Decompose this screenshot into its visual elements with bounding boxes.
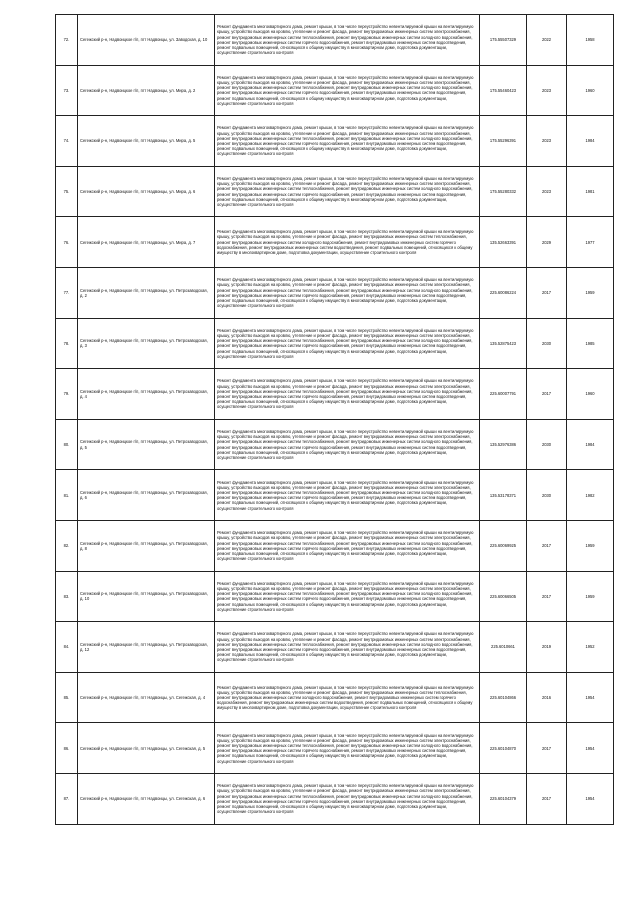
planned-year-cell: 2016 — [527, 672, 567, 723]
housing-repair-table — [55, 14, 614, 825]
row-number: 72. — [56, 15, 78, 66]
works-cell: Ремонт фундамента многоквартирного дома, ремонт крыши, в том числе переустройство невентилируемой крыши на вентилируемую крышу, устройство выходов на кровлю, утепление и ремонт фасада, ремонт внутридомовых инженерных систем теплоснабжения, ремонт внутридомовых инженерных систем холодного водоснабжения, ремонт внутридомовых инженерных систем горячего водоснабжения, ремонт внутридомовых инженерных систем водоотведения, ремонт подвальных помещений, относящихся к общему имуществу в многоквартирном доме, подготовка документации, осуществление строительного контроля — [215, 217, 480, 268]
table-row — [56, 369, 614, 420]
address-cell: Сегежский р-н, Надвоицкое г/п, пгт Надвоицы, ул. Сегежская, д. 5 — [78, 723, 215, 774]
works-cell: Ремонт фундамента многоквартирного дома, ремонт крыши, в том числе переустройство невентилируемой крыши на вентилируемую крышу, устройство выходов на кровлю, утепление и ремонт фасада, ремонт внутридомовых инженерных систем электроснабжения, ремонт внутридомовых инженерных систем теплоснабжения, ремонт внутридомовых инженерных систем холодного водоснабжения, ремонт внутридомовых инженерных систем горячего водоснабжения, ремонт внутридомовых инженерных систем водоотведения, ремонт подвальных помещений, относящихся к общему имуществу в многоквартирном доме, подготовка документации, осуществление строительного контроля — [215, 419, 480, 470]
works-cell: Ремонт фундамента многоквартирного дома, ремонт крыши, в том числе переустройство невентилируемой крыши на вентилируемую крышу, устройство выходов на кровлю, утепление и ремонт фасада, ремонт внутридомовых инженерных систем электроснабжения, ремонт внутридомовых инженерных систем теплоснабжения, ремонт внутридомовых инженерных систем холодного водоснабжения, ремонт внутридомовых инженерных систем горячего водоснабжения, ремонт внутридомовых инженерных систем водоотведения, ремонт подвальных помещений, относящихся к общему имуществу в многоквартирном доме, подготовка документации, осуществление строительного контроля — [215, 65, 480, 116]
row-number: 76. — [56, 217, 78, 268]
table-row — [56, 116, 614, 167]
works-cell: Ремонт фундамента многоквартирного дома, ремонт крыши, в том числе переустройство невентилируемой крыши на вентилируемую крышу, устройство выходов на кровлю, утепление и ремонт фасада, ремонт внутридомовых инженерных систем электроснабжения, ремонт внутридомовых инженерных систем теплоснабжения, ремонт внутридомовых инженерных систем холодного водоснабжения, ремонт внутридомовых инженерных систем горячего водоснабжения, ремонт внутридомовых инженерных систем водоотведения, ремонт подвальных помещений, относящихся к общему имуществу в многоквартирном доме, подготовка документации, осуществление строительного контроля — [215, 622, 480, 673]
table-row — [56, 672, 614, 723]
row-number: 73. — [56, 65, 78, 116]
table-body — [56, 15, 614, 825]
works-cell: Ремонт фундамента многоквартирного дома, ремонт крыши, в том числе переустройство невентилируемой крыши на вентилируемую крышу, устройство выходов на кровлю, утепление и ремонт фасада, ремонт внутридомовых инженерных систем электроснабжения, ремонт внутридомовых инженерных систем теплоснабжения, ремонт внутридомовых инженерных систем холодного водоснабжения, ремонт внутридомовых инженерных систем горячего водоснабжения, ремонт внутридомовых инженерных систем водоотведения, ремонт подвальных помещений, относящихся к общему имуществу в многоквартирном доме, подготовка документации, осуществление строительного контроля — [215, 267, 480, 318]
planned-year-cell: 2023 — [527, 116, 567, 167]
built-year-cell: 1977 — [567, 217, 614, 268]
address-cell: Сегежский р-н, Надвоицкое г/п, пгт Надвоицы, ул. Петрозаводская, д. 6 — [78, 470, 215, 521]
row-number: 75. — [56, 166, 78, 217]
address-cell: Сегежский р-н, Надвоицкое г/п, пгт Надвоицы, ул. Мира, д. 2 — [78, 65, 215, 116]
built-year-cell: 1981 — [567, 166, 614, 217]
row-number: 82. — [56, 520, 78, 571]
address-cell: Сегежский р-н, Надвоицкое г/п, пгт Надвоицы, ул. Заводская, д. 10 — [78, 15, 215, 66]
cost-cell: 225.60069925 — [480, 520, 527, 571]
row-number: 74. — [56, 116, 78, 167]
built-year-cell: 1954 — [567, 723, 614, 774]
address-cell: Сегежский р-н, Надвоицкое г/п, пгт Надвоицы, ул. Мира, д. 6 — [78, 166, 215, 217]
table-row — [56, 65, 614, 116]
address-cell: Сегежский р-н, Надвоицкое г/п, пгт Надвоицы, ул. Петрозаводская, д. 4 — [78, 369, 215, 420]
table-row — [56, 773, 614, 824]
cost-cell: 225.60104870 — [480, 723, 527, 774]
cost-cell: 225.60104866 — [480, 672, 527, 723]
table-row — [56, 166, 614, 217]
address-cell: Сегежский р-н, Надвоицкое г/п, пгт Надвоицы, ул. Петрозаводская, д. 12 — [78, 622, 215, 673]
planned-year-cell: 2023 — [527, 65, 567, 116]
row-number: 85. — [56, 672, 78, 723]
planned-year-cell: 2017 — [527, 773, 567, 824]
row-number: 83. — [56, 571, 78, 622]
cost-cell: 135.52976386 — [480, 419, 527, 470]
planned-year-cell: 2023 — [527, 166, 567, 217]
table-row — [56, 622, 614, 673]
address-cell: Сегежский р-н, Надвоицкое г/п, пгт Надвоицы, ул. Сегежская, д. 6 — [78, 773, 215, 824]
works-cell: Ремонт фундамента многоквартирного дома, ремонт крыши, в том числе переустройство невентилируемой крыши на вентилируемую крышу, устройство выходов на кровлю, утепление и ремонт фасада, ремонт внутридомовых инженерных систем электроснабжения, ремонт внутридомовых инженерных систем теплоснабжения, ремонт внутридомовых инженерных систем холодного водоснабжения, ремонт внутридомовых инженерных систем горячего водоснабжения, ремонт внутридомовых инженерных систем водоотведения, ремонт подвальных помещений, относящихся к общему имуществу в многоквартирном доме, подготовка документации, осуществление строительного контроля — [215, 369, 480, 420]
cost-cell: 225.60086224 — [480, 267, 527, 318]
table-row — [56, 15, 614, 66]
row-number: 81. — [56, 470, 78, 521]
planned-year-cell: 2022 — [527, 15, 567, 66]
planned-year-cell: 2017 — [527, 267, 567, 318]
cost-cell: 135.52875423 — [480, 318, 527, 369]
table-row — [56, 217, 614, 268]
table-row — [56, 470, 614, 521]
table-row — [56, 419, 614, 470]
cost-cell: 225.60104379 — [480, 773, 527, 824]
planned-year-cell: 2019 — [527, 622, 567, 673]
row-number: 78. — [56, 318, 78, 369]
planned-year-cell: 2017 — [527, 723, 567, 774]
planned-year-cell: 2030 — [527, 419, 567, 470]
table-row — [56, 520, 614, 571]
built-year-cell: 1984 — [567, 419, 614, 470]
planned-year-cell: 2017 — [527, 369, 567, 420]
address-cell: Сегежский р-н, Надвоицкое г/п, пгт Надвоицы, ул. Мира, д. 7 — [78, 217, 215, 268]
address-cell: Сегежский р-н, Надвоицкое г/п, пгт Надвоицы, ул. Сегежская, д. 4 — [78, 672, 215, 723]
address-cell: Сегежский р-н, Надвоицкое г/п, пгт Надвоицы, ул. Петрозаводская, д. 5 — [78, 419, 215, 470]
cost-cell: 175.55507329 — [480, 15, 527, 66]
address-cell: Сегежский р-н, Надвоицкое г/п, пгт Надвоицы, ул. Мира, д. 5 — [78, 116, 215, 167]
cost-cell: 175.55460423 — [480, 65, 527, 116]
planned-year-cell: 2017 — [527, 520, 567, 571]
cost-cell: 175.55296391 — [480, 116, 527, 167]
works-cell: Ремонт фундамента многоквартирного дома, ремонт крыши, в том числе переустройство невентилируемой крыши на вентилируемую крышу, устройство выходов на кровлю, утепление и ремонт фасада, ремонт внутридомовых инженерных систем электроснабжения, ремонт внутридомовых инженерных систем теплоснабжения, ремонт внутридомовых инженерных систем холодного водоснабжения, ремонт внутридомовых инженерных систем горячего водоснабжения, ремонт внутридомовых инженерных систем водоотведения, ремонт подвальных помещений, относящихся к общему имуществу в многоквартирном доме, подготовка документации, осуществление строительного контроля — [215, 773, 480, 824]
row-number: 84. — [56, 622, 78, 673]
row-number: 87. — [56, 773, 78, 824]
table-row — [56, 571, 614, 622]
table-row — [56, 267, 614, 318]
built-year-cell: 1954 — [567, 672, 614, 723]
works-cell: Ремонт фундамента многоквартирного дома, ремонт крыши, в том числе переустройство невентилируемой крыши на вентилируемую крышу, устройство выходов на кровлю, утепление и ремонт фасада, ремонт внутридомовых инженерных систем электроснабжения, ремонт внутридомовых инженерных систем теплоснабжения, ремонт внутридомовых инженерных систем холодного водоснабжения, ремонт внутридомовых инженерных систем горячего водоснабжения, ремонт внутридомовых инженерных систем водоотведения, ремонт подвальных помещений, относящихся к общему имуществу в многоквартирном доме, подготовка документации, осуществление строительного контроля — [215, 571, 480, 622]
built-year-cell: 1959 — [567, 267, 614, 318]
built-year-cell: 1960 — [567, 65, 614, 116]
cost-cell: 225.60007791 — [480, 369, 527, 420]
built-year-cell: 1982 — [567, 470, 614, 521]
cost-cell: 225.60066505 — [480, 571, 527, 622]
works-cell: Ремонт фундамента многоквартирного дома, ремонт крыши, в том числе переустройство невентилируемой крыши на вентилируемую крышу, устройство выходов на кровлю, утепление и ремонт фасада, ремонт внутридомовых инженерных систем теплоснабжения, ремонт внутридомовых инженерных систем холодного водоснабжения, ремонт внутридомовых инженерных систем горячего водоснабжения, ремонт внутридомовых инженерных систем водоотведения, ремонт подвальных помещений, относящихся к общему имуществу в многоквартирном доме, подготовка документации, осуществление строительного контроля — [215, 672, 480, 723]
built-year-cell: 1959 — [567, 571, 614, 622]
built-year-cell: 1985 — [567, 318, 614, 369]
table-row — [56, 318, 614, 369]
row-number: 77. — [56, 267, 78, 318]
works-cell: Ремонт фундамента многоквартирного дома, ремонт крыши, в том числе переустройство невентилируемой крыши на вентилируемую крышу, устройство выходов на кровлю, утепление и ремонт фасада, ремонт внутридомовых инженерных систем электроснабжения, ремонт внутридомовых инженерных систем теплоснабжения, ремонт внутридомовых инженерных систем холодного водоснабжения, ремонт внутридомовых инженерных систем горячего водоснабжения, ремонт внутридомовых инженерных систем водоотведения, ремонт подвальных помещений, относящихся к общему имуществу в многоквартирном доме, подготовка документации, осуществление строительного контроля — [215, 116, 480, 167]
address-cell: Сегежский р-н, Надвоицкое г/п, пгт Надвоицы, ул. Петрозаводская, д. 8 — [78, 520, 215, 571]
row-number: 86. — [56, 723, 78, 774]
works-cell: Ремонт фундамента многоквартирного дома, ремонт крыши, в том числе переустройство невентилируемой крыши на вентилируемую крышу, устройство выходов на кровлю, утепление и ремонт фасада, ремонт внутридомовых инженерных систем электроснабжения, ремонт внутридомовых инженерных систем теплоснабжения, ремонт внутридомовых инженерных систем холодного водоснабжения, ремонт внутридомовых инженерных систем горячего водоснабжения, ремонт внутридомовых инженерных систем водоотведения, ремонт подвальных помещений, относящихся к общему имуществу в многоквартирном доме, подготовка документации, осуществление строительного контроля — [215, 166, 480, 217]
cost-cell: 175.55280332 — [480, 166, 527, 217]
built-year-cell: 1960 — [567, 369, 614, 420]
cost-cell: 135.53178371 — [480, 470, 527, 521]
built-year-cell: 1984 — [567, 116, 614, 167]
planned-year-cell: 2030 — [527, 318, 567, 369]
built-year-cell: 1959 — [567, 520, 614, 571]
row-number: 79. — [56, 369, 78, 420]
cost-cell: 135.52663391 — [480, 217, 527, 268]
works-cell: Ремонт фундамента многоквартирного дома, ремонт крыши, в том числе переустройство невентилируемой крыши на вентилируемую крышу, устройство выходов на кровлю, утепление и ремонт фасада, ремонт внутридомовых инженерных систем электроснабжения, ремонт внутридомовых инженерных систем теплоснабжения, ремонт внутридомовых инженерных систем холодного водоснабжения, ремонт внутридомовых инженерных систем горячего водоснабжения, ремонт внутридомовых инженерных систем водоотведения, ремонт подвальных помещений, относящихся к общему имуществу в многоквартирном доме, подготовка документации, осуществление строительного контроля — [215, 520, 480, 571]
address-cell: Сегежский р-н, Надвоицкое г/п, пгт Надвоицы, ул. Петрозаводская, д. 3 — [78, 318, 215, 369]
works-cell: Ремонт фундамента многоквартирного дома, ремонт крыши, в том числе переустройство невентилируемой крыши на вентилируемую крышу, устройство выходов на кровлю, утепление и ремонт фасада, ремонт внутридомовых инженерных систем электроснабжения, ремонт внутридомовых инженерных систем теплоснабжения, ремонт внутридомовых инженерных систем холодного водоснабжения, ремонт внутридомовых инженерных систем горячего водоснабжения, ремонт внутридомовых инженерных систем водоотведения, ремонт подвальных помещений, относящихся к общему имуществу в многоквартирном доме, подготовка документации, осуществление строительного контроля — [215, 318, 480, 369]
cost-cell: 225.6010661 — [480, 622, 527, 673]
planned-year-cell: 2017 — [527, 571, 567, 622]
built-year-cell: 1952 — [567, 622, 614, 673]
works-cell: Ремонт фундамента многоквартирного дома, ремонт крыши, в том числе переустройство невентилируемой крыши на вентилируемую крышу, устройство выходов на кровлю, утепление и ремонт фасада, ремонт внутридомовых инженерных систем электроснабжения, ремонт внутридомовых инженерных систем теплоснабжения, ремонт внутридомовых инженерных систем холодного водоснабжения, ремонт внутридомовых инженерных систем горячего водоснабжения, ремонт внутридомовых инженерных систем водоотведения, ремонт подвальных помещений, относящихся к общему имуществу в многоквартирном доме, подготовка документации, осуществление строительного контроля — [215, 723, 480, 774]
planned-year-cell: 2029 — [527, 217, 567, 268]
address-cell: Сегежский р-н, Надвоицкое г/п, пгт Надвоицы, ул. Петрозаводская, д. 10 — [78, 571, 215, 622]
address-cell: Сегежский р-н, Надвоицкое г/п, пгт Надвоицы, ул. Петрозаводская, д. 2 — [78, 267, 215, 318]
built-year-cell: 1954 — [567, 773, 614, 824]
works-cell: Ремонт фундамента многоквартирного дома, ремонт крыши, в том числе переустройство невентилируемой крыши на вентилируемую крышу, устройство выходов на кровлю, утепление и ремонт фасада, ремонт внутридомовых инженерных систем электроснабжения, ремонт внутридомовых инженерных систем теплоснабжения, ремонт внутридомовых инженерных систем холодного водоснабжения, ремонт внутридомовых инженерных систем горячего водоснабжения, ремонт внутридомовых инженерных систем водоотведения, ремонт подвальных помещений, относящихся к общему имуществу в многоквартирном доме, подготовка документации, осуществление строительного контроля — [215, 15, 480, 66]
planned-year-cell: 2030 — [527, 470, 567, 521]
table-row — [56, 723, 614, 774]
works-cell: Ремонт фундамента многоквартирного дома, ремонт крыши, в том числе переустройство невентилируемой крыши на вентилируемую крышу, устройство выходов на кровлю, утепление и ремонт фасада, ремонт внутридомовых инженерных систем электроснабжения, ремонт внутридомовых инженерных систем теплоснабжения, ремонт внутридомовых инженерных систем холодного водоснабжения, ремонт внутридомовых инженерных систем горячего водоснабжения, ремонт внутридомовых инженерных систем водоотведения, ремонт подвальных помещений, относящихся к общему имуществу в многоквартирном доме, подготовка документации, осуществление строительного контроля — [215, 470, 480, 521]
row-number: 80. — [56, 419, 78, 470]
built-year-cell: 1958 — [567, 15, 614, 66]
